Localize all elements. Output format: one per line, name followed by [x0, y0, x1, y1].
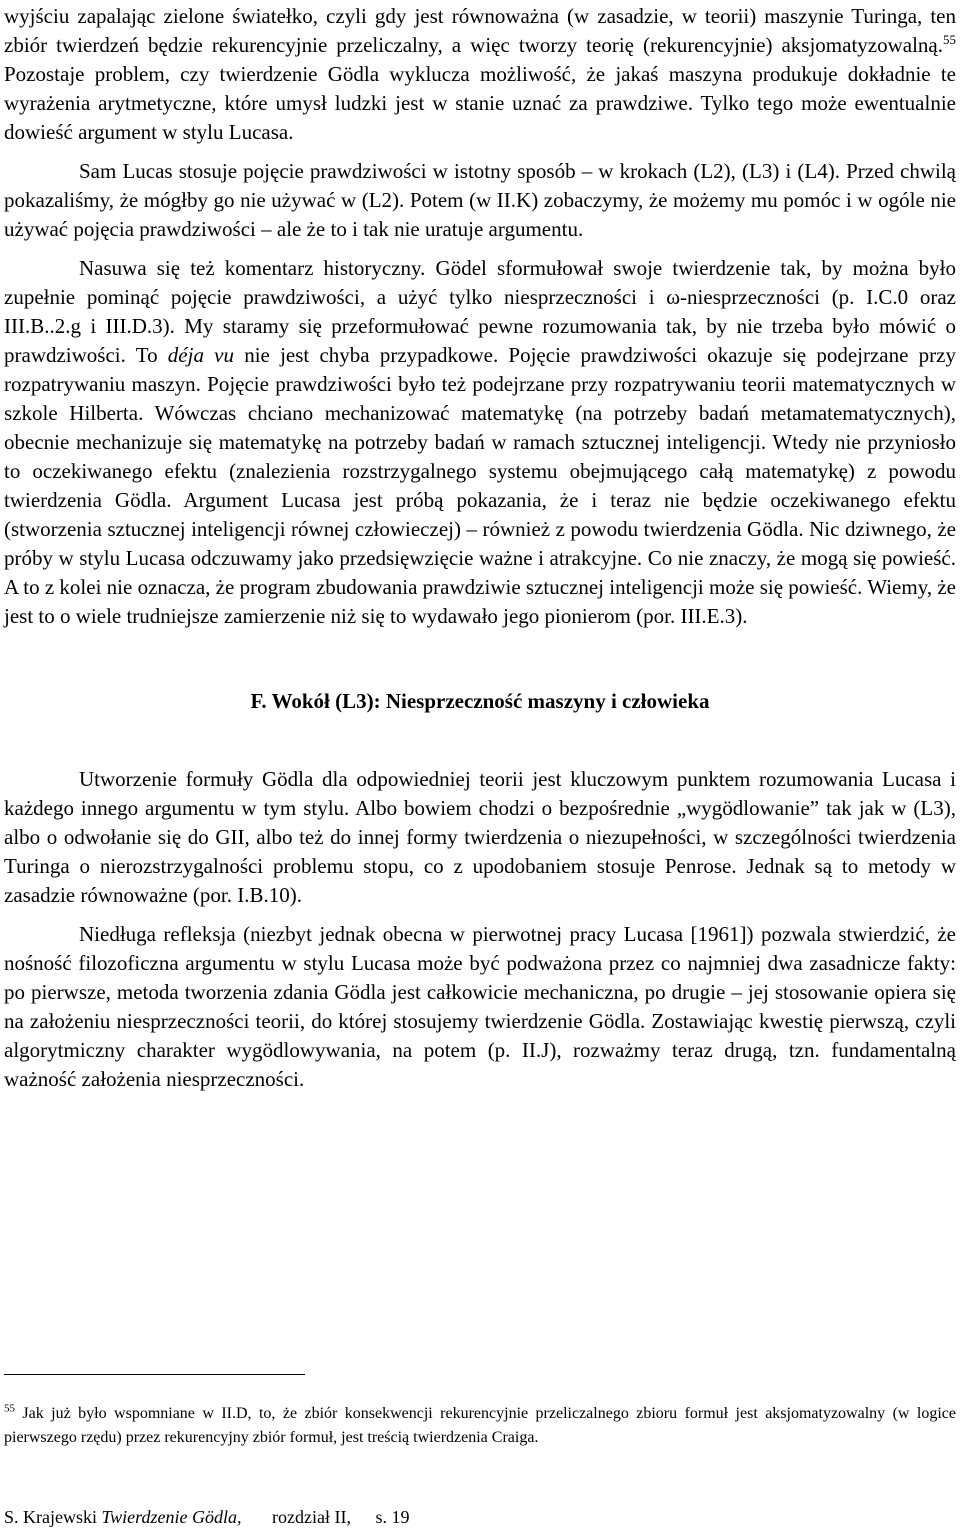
footer-page-number: s. 19 — [375, 1507, 410, 1527]
footnote-separator — [4, 1374, 305, 1375]
footnote-ref-55[interactable]: 55 — [943, 32, 956, 47]
paragraph-top: wyjściu zapalając zielone światełko, czyli gdy jest równoważna (w zasadzie, w teorii) maszynie Turinga, ten zbiór twierdzeń będzie rekurencyjnie przeliczalny, a więc tworzy teorię (rekurencyjnie) aksjomatyzowalną.$^{55}$ Pozostaje problem, czy twierdzenie Gödla wyklucza możliwość, że jakaś maszyna produkuje dokładnie te wyrażenia arytmetyczne, które umysł ludzki jest w stanie uznać za prawdziwe. Tylko tego może ewentualnie dowieść argument w stylu Lucasa. — [4, 4, 956, 144]
footer-author: S. Krajewski — [4, 1507, 97, 1527]
paragraph-goedel-formula: Utworzenie formuły Gödla dla odpowiedniej teorii jest kluczowym punktem rozumowania Lucasa i każdego innego argumentu w tym stylu. Albo bowiem chodzi o bezpośrednie „wygödlowanie” tak jak w (L3), albo o odwołanie się do GII, albo też do innej formy twierdzenia o niezupełności, w szczególności twierdzenia Turinga o nierozstrzygalności problemu stopu, co z upodobaniem stosuje Penrose. Jednak są to metody w zasadzie równoważne (por. I.B.10). — [4, 767, 956, 907]
footer-title: Twierdzenie Gödla, — [101, 1507, 242, 1527]
paragraph-lucas: Sam Lucas stosuje pojęcie prawdziwości w istotny sposób – w krokach (L2), (L3) i (L4). Przed chwilą pokazaliśmy, że mógłby go nie używać w (L2). Potem (w II.K) zobaczymy, że możemy mu pomóc i w ogóle nie używać pojęcia prawdziwości – ale że to i tak nie uratuje argumentu. — [4, 159, 956, 241]
paragraph-reflection: Niedługa refleksja (niezbyt jednak obecna w pierwotnej pracy Lucasa [1961]) pozwala stwierdzić, że nośność filozoficzna argumentu w stylu Lucasa może być podważona przez co najmniej dwa zasadnicze fakty: po pierwsze, metoda tworzenia zdania Gödla jest całkowicie mechaniczna, po drugie – jej stosowanie opiera się na założeniu niesprzeczności teorii, do której stosujemy twierdzenie Gödla. Zostawiając kwestię pierwszą, czyli algorytmiczny charakter wygödlowywania, na potem (p. II.J), rozważmy teraz drugą, tzn. fundamentalną ważność założenia niesprzeczności. — [4, 922, 956, 1091]
footnote-55: $^{55}$ Jak już było wspomniane w II.D, to, że zbiór konsekwencji rekurencyjnie przeliczalnego zbioru formuł jest aksjomatyzowalny (w logice pierwszego rzędu) przez rekurencyjny zbiór formuł, jest treścią twierdzenia Craiga. — [4, 1402, 956, 1446]
page-footer — [4, 1506, 956, 1528]
footnote-number: 55 — [4, 1402, 15, 1415]
section-heading: F. Wokół (L3): Niesprzeczność maszyny i człowieka — [250, 689, 710, 713]
footer-chapter: rozdział II, — [272, 1507, 351, 1527]
document-page — [4, 0, 956, 1094]
paragraph-historical-comment: Nasuwa się też komentarz historyczny. Gödel sformułował swoje twierdzenie tak, by można było zupełnie pominąć pojęcie prawdziwości, a użyć tylko niesprzeczności i ω-niesprzeczności (p. I.C.0 oraz III.B..2.g i III.D.3). My staramy się przeformułować pewne rozumowania tak, by nie trzeba było mówić o prawdziwości. To déja vu nie jest chyba przypadkowe. Pojęcie prawdziwości okazuje się podejrzane przy rozpatrywaniu maszyn. Pojęcie prawdziwości było też podejrzane przy rozpatrywaniu teorii matematycznych w szkole Hilberta. Wówczas chciano mechanizować matematykę (na potrzeby badań metamatematycznych), obecnie mechanizuje się matematykę na potrzeby badań w ramach sztucznej inteligencji. Wtedy nie przyniosło to oczekiwanego efektu (znalezienia rozstrzygalnego systemu obejmującego całą matematykę) z powodu twierdzenia Gödla. Argument Lucasa jest próbą pokazania, że i teraz nie będzie oczekiwanego efektu (stworzenia sztucznej inteligencji równej człowieczej) – również z powodu twierdzenia Gödla. Nic dziwnego, że próby w stylu Lucasa odczuwamy jako przedsięwzięcie ważne i atrakcyjne. Co nie znaczy, że mogą się powieść. A to z kolei nie oznacza, że program zbudowania prawdziwie sztucznej inteligencji może się powieść. Wiemy, że jest to o wiele trudniejsze zamierzenie niż się to wydawało jego pionierom (por. III.E.3). — [4, 256, 956, 628]
